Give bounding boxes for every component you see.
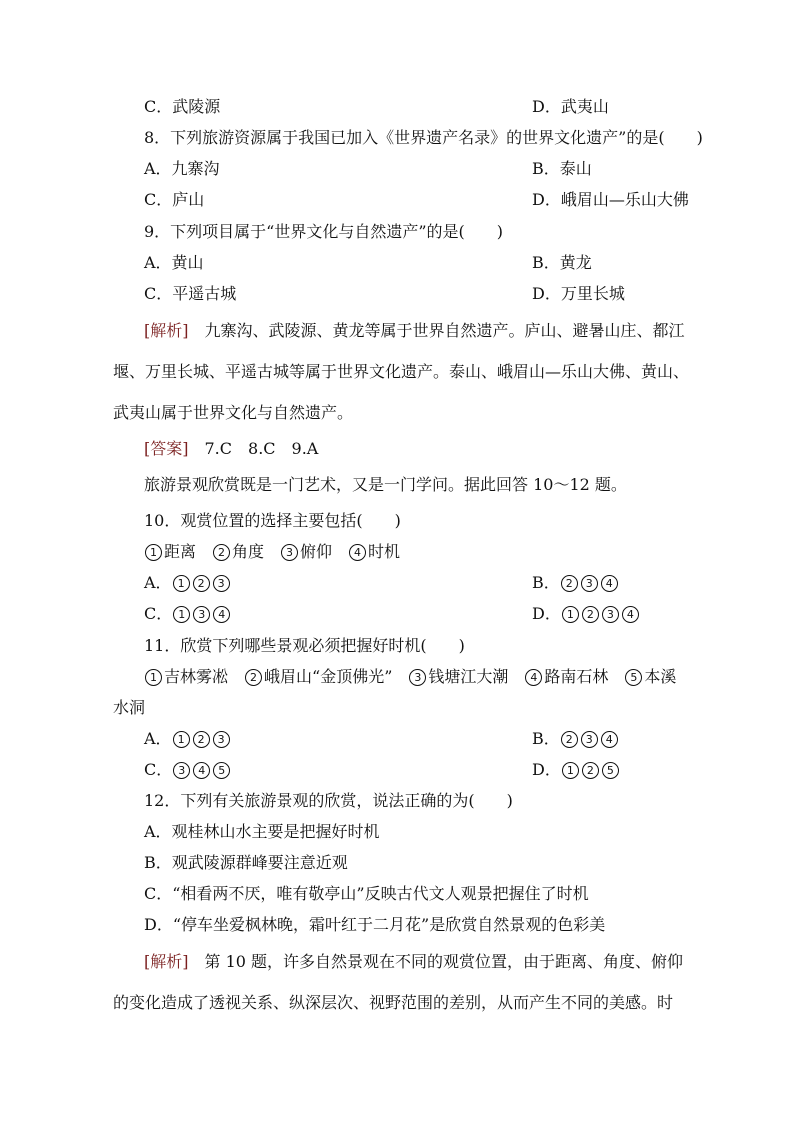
- circled-number: 2: [213, 544, 230, 561]
- circled-number: 4: [601, 731, 618, 748]
- q9-options-row-1: [144, 252, 592, 274]
- option-letter: B．: [532, 729, 560, 748]
- item-text: 钱塘江大潮: [428, 667, 525, 686]
- circled-number: 3: [581, 731, 598, 748]
- q12-option-a: A．观桂林山水主要是把握好时机: [144, 822, 380, 841]
- q10-stem: 10．观赏位置的选择主要包括( ): [144, 511, 401, 530]
- q7-option-d: D．武夷山: [532, 97, 609, 116]
- q9-option-a: A．黄山: [144, 253, 204, 272]
- option-letter: B．: [532, 573, 560, 592]
- item-text: 路南石林: [544, 667, 625, 686]
- item-text: 俯仰: [300, 542, 349, 561]
- circled-number: 3: [581, 575, 598, 592]
- circled-number: 1: [173, 575, 190, 592]
- q10-option-c: [144, 604, 232, 623]
- q12-option-c: C．“相看两不厌，唯有敬亭山”反映古代文人观景把握住了时机: [144, 884, 589, 903]
- q8-option-c: C．庐山: [144, 190, 205, 209]
- circled-number: 2: [193, 731, 210, 748]
- q9-option-b: B．黄龙: [532, 253, 592, 272]
- q9-option-d: D．万里长城: [532, 284, 625, 303]
- circled-number: 3: [193, 606, 210, 623]
- option-letter: C．: [144, 604, 173, 623]
- option-letter: C．: [144, 760, 173, 779]
- circled-number: 2: [582, 762, 599, 779]
- q10-items: [144, 541, 400, 563]
- q7-option-c: C．武陵源: [144, 97, 221, 116]
- q11-option-c: [144, 760, 232, 779]
- q10-option-d: [532, 603, 641, 625]
- q11-stem: 11．欣赏下列哪些景观必须把握好时机( ): [144, 636, 465, 655]
- answer-line: [144, 438, 318, 460]
- circled-number: 4: [349, 544, 366, 561]
- q8-options-row-2: [144, 189, 689, 211]
- analysis-text: 武夷山属于世界文化与自然遗产。: [113, 403, 354, 422]
- answer-tag: [答案]: [144, 439, 189, 458]
- circled-number: 1: [145, 544, 162, 561]
- circled-number: 1: [145, 669, 162, 686]
- item-text: 距离: [164, 542, 213, 561]
- circled-number: 4: [193, 762, 210, 779]
- option-letter: D．: [532, 604, 561, 623]
- q11-option-a: [144, 729, 232, 748]
- analysis-text: 第 10 题，许多自然景观在不同的观赏位置，由于距离、角度、俯仰: [188, 952, 684, 971]
- item-text: 时机: [368, 542, 401, 561]
- circled-number: 2: [582, 606, 599, 623]
- q9-stem: 9．下列项目属于“世界文化与自然遗产”的是( ): [144, 222, 504, 241]
- q8-stem: 8．下列旅游资源属于我国已加入《世界遗产名录》的世界文化遗产”的是( ): [144, 128, 703, 147]
- circled-number: 1: [562, 762, 579, 779]
- circled-number: 2: [561, 575, 578, 592]
- section-intro: 旅游景观欣赏既是一门艺术，又是一门学问。据此回答 10～12 题。: [144, 475, 627, 494]
- option-letter: D．: [532, 760, 561, 779]
- option-letter: A．: [144, 729, 172, 748]
- analysis-tag: [解析]: [144, 952, 189, 971]
- q11-items-continued: 水洞: [113, 698, 146, 717]
- option-letter: A．: [144, 573, 172, 592]
- q11-options-row-2: [144, 759, 614, 781]
- q12-option-d: D．“停车坐爱枫林晚，霜叶红于二月花”是欣赏自然景观的色彩美: [144, 915, 606, 934]
- circled-number: 1: [562, 606, 579, 623]
- q11-option-d: [532, 759, 621, 781]
- q12-stem: 12．下列有关旅游景观的欣赏，说法正确的为( ): [144, 791, 513, 810]
- circled-number: 3: [281, 544, 298, 561]
- circled-number: 4: [622, 606, 639, 623]
- q9-option-c: C．平遥古城: [144, 284, 237, 303]
- q11-items: [144, 666, 676, 688]
- circled-number: 3: [409, 669, 426, 686]
- q8-option-b: B．泰山: [532, 159, 592, 178]
- q10-options-row-2: [144, 603, 634, 625]
- analysis-paragraph-2: [144, 951, 683, 973]
- q8-option-a: A．九寨沟: [144, 159, 220, 178]
- analysis-text: 的变化造成了透视关系、纵深层次、视野范围的差别，从而产生不同的美感。时: [113, 993, 674, 1012]
- analysis-text: 堰、万里长城、平遥古城等属于世界文化遗产。泰山、峨眉山—乐山大佛、黄山、: [113, 362, 690, 381]
- circled-number: 5: [213, 762, 230, 779]
- q10-options-row-1: [144, 572, 613, 594]
- q11-options-row-1: [144, 728, 613, 750]
- circled-number: 1: [173, 606, 190, 623]
- circled-number: 3: [173, 762, 190, 779]
- circled-number: 4: [213, 606, 230, 623]
- q8-options-row-1: [144, 158, 592, 180]
- q8-option-d: D．峨眉山—乐山大佛: [532, 190, 689, 209]
- answer-text: 7.C 8.C 9.A: [188, 439, 319, 458]
- item-text: 本溪: [644, 667, 677, 686]
- item-text: 角度: [232, 542, 281, 561]
- analysis-text: 九寨沟、武陵源、黄龙等属于世界自然遗产。庐山、避暑山庄、都江: [188, 321, 685, 340]
- circled-number: 2: [193, 575, 210, 592]
- analysis-paragraph-1: [144, 320, 685, 342]
- item-text: 峨眉山“金顶佛光”: [264, 667, 409, 686]
- circled-number: 5: [602, 762, 619, 779]
- circled-number: 2: [561, 731, 578, 748]
- circled-number: 4: [525, 669, 542, 686]
- q10-option-a: [144, 573, 232, 592]
- q7-options-row: [144, 96, 609, 118]
- circled-number: 3: [213, 575, 230, 592]
- item-text: 吉林雾凇: [164, 667, 245, 686]
- circled-number: 3: [602, 606, 619, 623]
- q11-option-b: [532, 728, 620, 750]
- circled-number: 2: [245, 669, 262, 686]
- q9-options-row-2: [144, 283, 625, 305]
- q12-option-b: B．观武陵源群峰要注意近观: [144, 853, 348, 872]
- circled-number: 4: [601, 575, 618, 592]
- circled-number: 1: [173, 731, 190, 748]
- q10-option-b: [532, 572, 620, 594]
- circled-number: 5: [625, 669, 642, 686]
- circled-number: 3: [213, 731, 230, 748]
- analysis-tag: [解析]: [144, 321, 189, 340]
